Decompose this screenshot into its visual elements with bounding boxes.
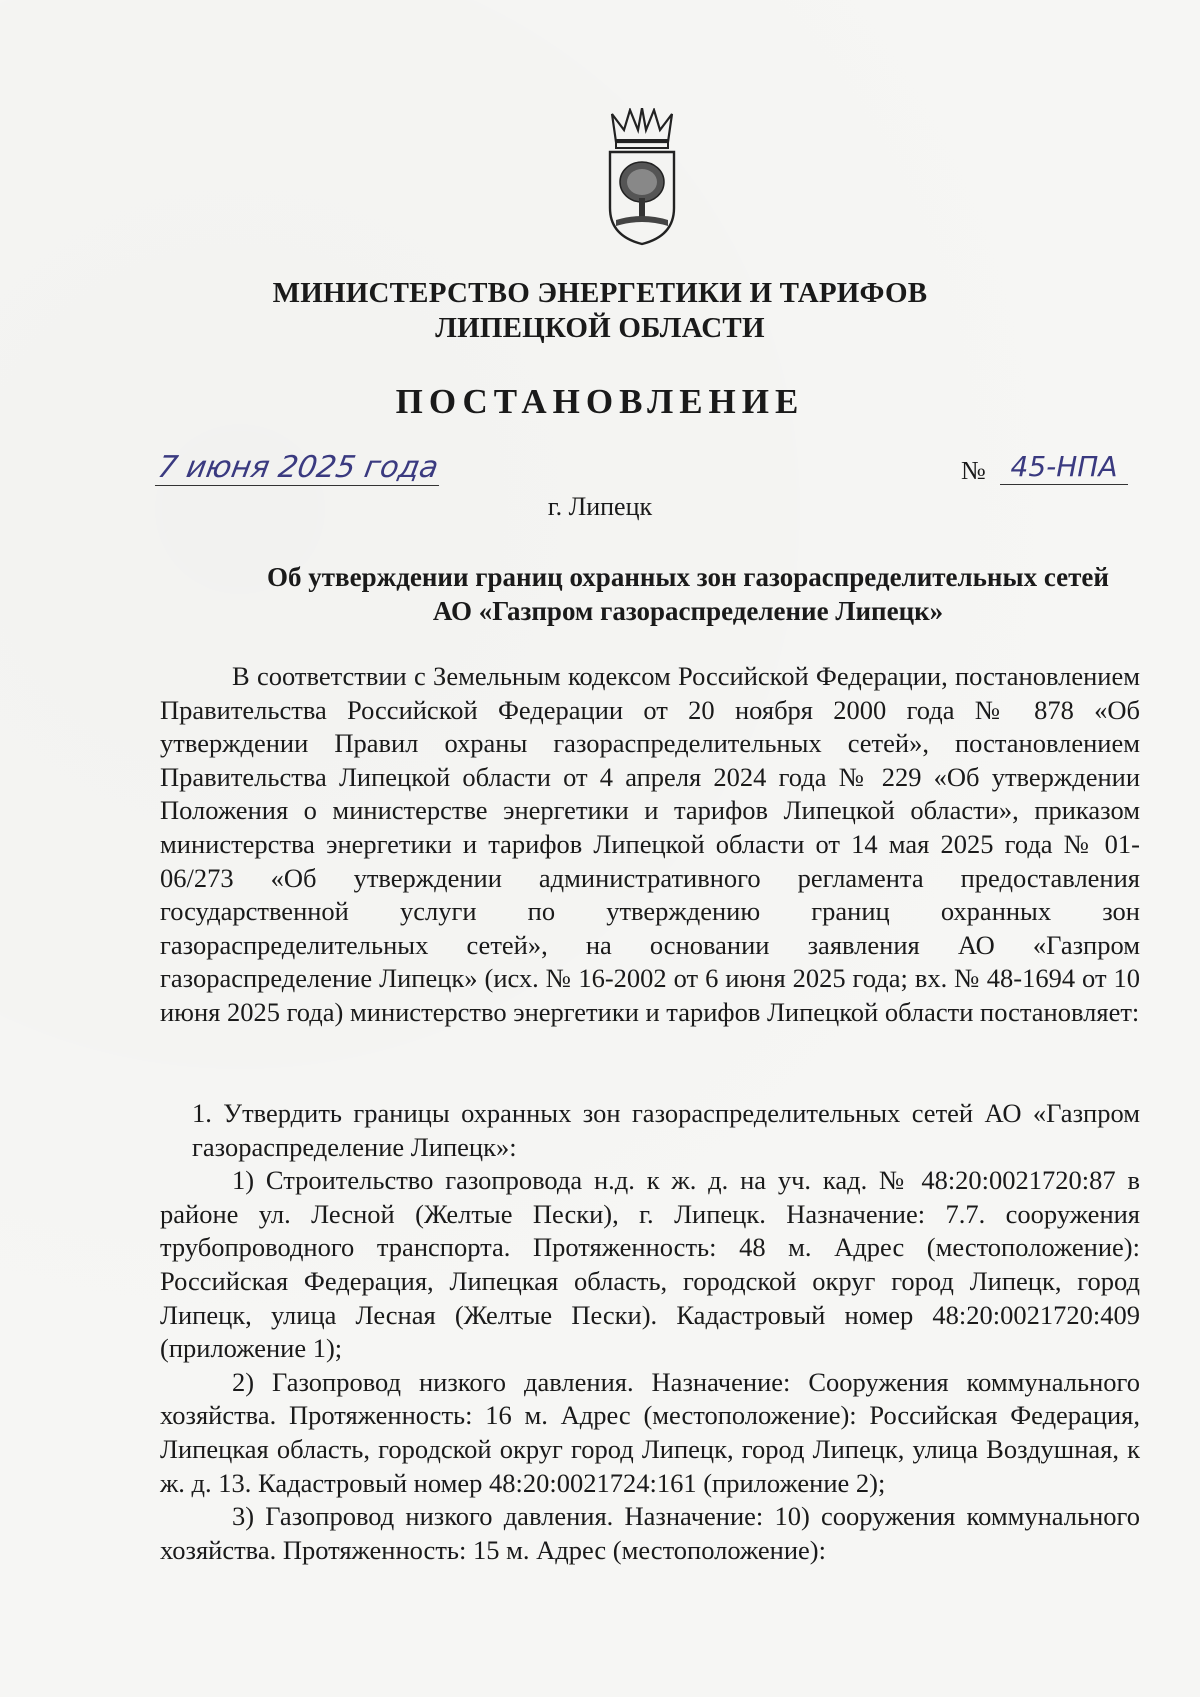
item-1-sub-3: 3) Газопровод низкого давления. Назначение: 10) сооружения коммунального хозяйства. Протяженность: 15 м. Адрес (местоположение): — [160, 1501, 1140, 1565]
intro-paragraph — [160, 660, 1140, 1030]
item-1-sub-2: 2) Газопровод низкого давления. Назначение: Сооружения коммунального хозяйства. Протяженность: 16 м. Адрес (местоположение): Российская Федерация, Липецкая область, городской округ город Липецк, город Липецк, улица Воздушная, к ж. д. 13. Кадастровый номер 48:20:0021724:161 (приложение 2); — [160, 1366, 1140, 1498]
item-1-sub-1: 1) Строительство газопровода н.д. к ж. д. на уч. кад. № 48:20:0021720:87 в районе ул. Лесной (Желтые Пески), г. Липецк. Назначение: 7.7. сооружения трубопроводного транспорта. Протяженность: 48 м. Адрес (местоположение): Российская Федерация, Липецкая область, городской округ город Липецк, город Липецк, улица Лесная (Желтые Пески). Кадастровый номер 48:20:0021720:409 (приложение 1); — [160, 1165, 1140, 1364]
subject-line2: АО «Газпром газораспределение Липецк» — [432, 596, 944, 626]
handwritten-date: 7 июня 2025 года — [155, 451, 445, 486]
document-type-heading: ПОСТАНОВЛЕНИЕ — [395, 382, 805, 421]
item-1-lead: 1. Утвердить границы охранных зон газораспределительных сетей АО «Газпром газораспределение Липецк»: — [192, 1098, 1140, 1162]
item-1-section — [160, 1097, 1140, 1567]
ministry-title-line2: ЛИПЕЦКОЙ ОБЛАСТИ — [435, 312, 765, 344]
number-label: № — [961, 456, 986, 485]
ministry-title-line1: МИНИСТЕРСТВО ЭНЕРГЕТИКИ И ТАРИФОВ — [272, 277, 928, 309]
coat-of-arms-emblem — [602, 108, 682, 248]
city-line: г. Липецк — [547, 492, 653, 521]
handwritten-number: 45-НПА — [1000, 450, 1128, 485]
subject-line1: Об утверждении границ охранных зон газораспределительных сетей — [267, 562, 1109, 592]
intro-text: В соответствии с Земельным кодексом Российской Федерации, постановлением Правительства Российской Федерации от 20 ноября 2000 года № 878 «Об утверждении Правил охраны газораспределительных сетей», постановлением Правительства Липецкой области от 4 апреля 2024 года № 229 «Об утверждении Положения о министерстве энергетики и тарифов Липецкой области», приказом министерства энергетики и тарифов Липецкой области от 14 мая 2025 года № 01-06/273 «Об утверждении административного регламента предоставления государственной услуги по утверждению границ охранных зон газораспределительных сетей», на основании заявления АО «Газпром газораспределение Липецк» (исх. № 16-2002 от 6 июня 2025 года; вх. № 48-1694 от 10 июня 2025 года) министерство энергетики и тарифов Липецкой области постановляет: — [160, 661, 1140, 1027]
